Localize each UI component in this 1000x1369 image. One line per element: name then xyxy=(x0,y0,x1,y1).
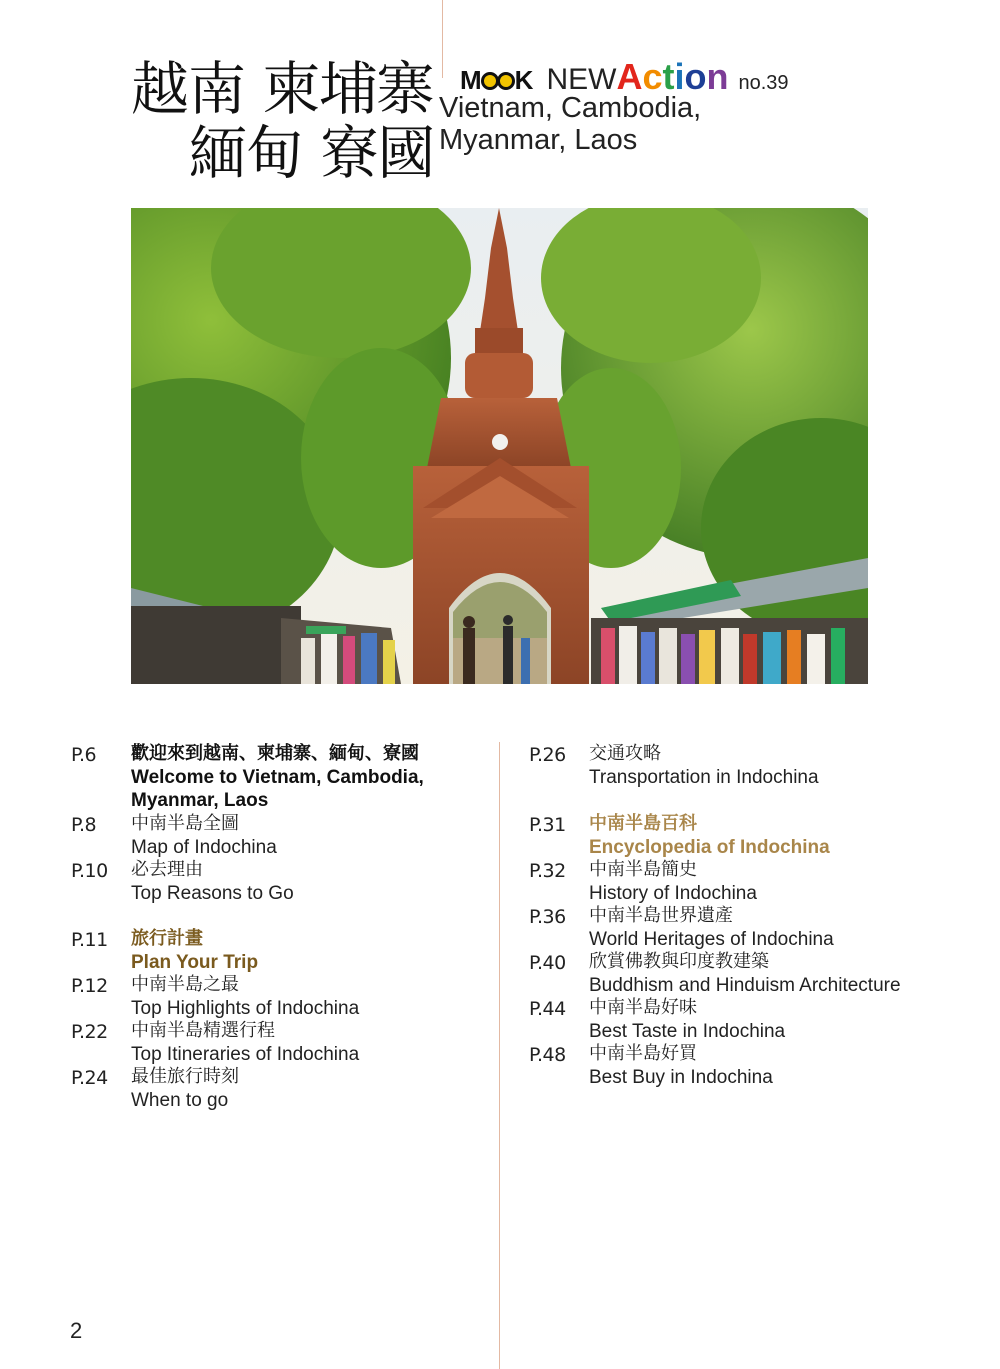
title-en-line1: Vietnam, Cambodia, xyxy=(439,92,702,124)
column-divider xyxy=(499,742,500,1369)
toc-section-zh: 中南半島百科 xyxy=(589,813,697,834)
toc-title-en: Top Itineraries of Indochina xyxy=(131,1044,360,1065)
title-zh-line1: 越南 柬埔寨 xyxy=(131,55,434,123)
toc-section-en: Encyclopedia of Indochina xyxy=(589,837,830,858)
title-en-line2: Myanmar, Laos xyxy=(439,124,638,156)
toc-title-zh: 交通攻略 xyxy=(589,743,661,764)
toc-page: P.12 xyxy=(71,975,108,997)
toc-title-en: Buddhism and Hinduism Architecture xyxy=(589,975,901,996)
mook-logo: M K xyxy=(460,65,533,95)
toc-page: P.11 xyxy=(71,929,108,951)
toc-page: P.10 xyxy=(71,860,108,882)
issue-number: no.39 xyxy=(738,72,789,94)
toc-title-zh: 最佳旅行時刻 xyxy=(131,1066,239,1087)
top-divider-line xyxy=(442,0,443,78)
toc-page: P.26 xyxy=(529,744,566,766)
toc-page: P.31 xyxy=(529,814,566,836)
cover-photo-temple-gate xyxy=(131,208,868,684)
toc-title-zh: 中南半島好味 xyxy=(589,997,697,1018)
brand-logo xyxy=(460,56,789,96)
toc-title-en: Top Reasons to Go xyxy=(131,883,294,904)
toc-title-zh: 中南半島全圖 xyxy=(131,813,239,834)
toc-title-en: History of Indochina xyxy=(589,883,757,904)
toc-title-en: Welcome to Vietnam, Cambodia, xyxy=(131,767,424,788)
toc-section-en: Plan Your Trip xyxy=(131,952,259,973)
toc-title-zh: 歡迎來到越南、柬埔寨、緬甸、寮國 xyxy=(131,743,419,764)
toc-title-zh: 中南半島好買 xyxy=(589,1043,697,1064)
mook-eyes-icon xyxy=(482,72,514,90)
toc-title-zh: 中南半島簡史 xyxy=(589,859,697,880)
toc-title-zh: 必去理由 xyxy=(131,859,203,880)
toc-page: P.48 xyxy=(529,1044,566,1066)
toc-page: P.24 xyxy=(71,1067,108,1089)
toc-page: P.36 xyxy=(529,906,566,928)
page-number: 2 xyxy=(70,1318,83,1343)
toc-section-zh: 旅行計畫 xyxy=(131,928,203,949)
toc-title-en: World Heritages of Indochina xyxy=(589,929,834,950)
toc-title-en: Transportation in Indochina xyxy=(589,767,819,788)
toc-page: P.40 xyxy=(529,952,566,974)
new-action-logo: NEWAction xyxy=(546,56,729,97)
toc-page: P.22 xyxy=(71,1021,108,1043)
toc-title-en: When to go xyxy=(131,1090,229,1111)
toc-page: P.32 xyxy=(529,860,566,882)
toc-title-en: Best Buy in Indochina xyxy=(589,1067,773,1088)
toc-title-en: Map of Indochina xyxy=(131,837,277,858)
toc-title-zh: 中南半島世界遺產 xyxy=(589,905,733,926)
toc-page: P.44 xyxy=(529,998,566,1020)
title-zh-line2: 緬甸 寮國 xyxy=(189,119,435,187)
toc-title-en: Top Highlights of Indochina xyxy=(131,998,360,1019)
toc-title-zh: 中南半島精選行程 xyxy=(131,1020,275,1041)
toc-title-zh: 欣賞佛教與印度教建築 xyxy=(589,951,769,972)
toc-title-zh: 中南半島之最 xyxy=(131,974,239,995)
toc-page: P.6 xyxy=(71,744,97,766)
title-en xyxy=(439,92,701,156)
toc-page: P.8 xyxy=(71,814,97,836)
toc-title-en-cont: Myanmar, Laos xyxy=(131,790,269,811)
toc-title-en: Best Taste in Indochina xyxy=(589,1021,786,1042)
